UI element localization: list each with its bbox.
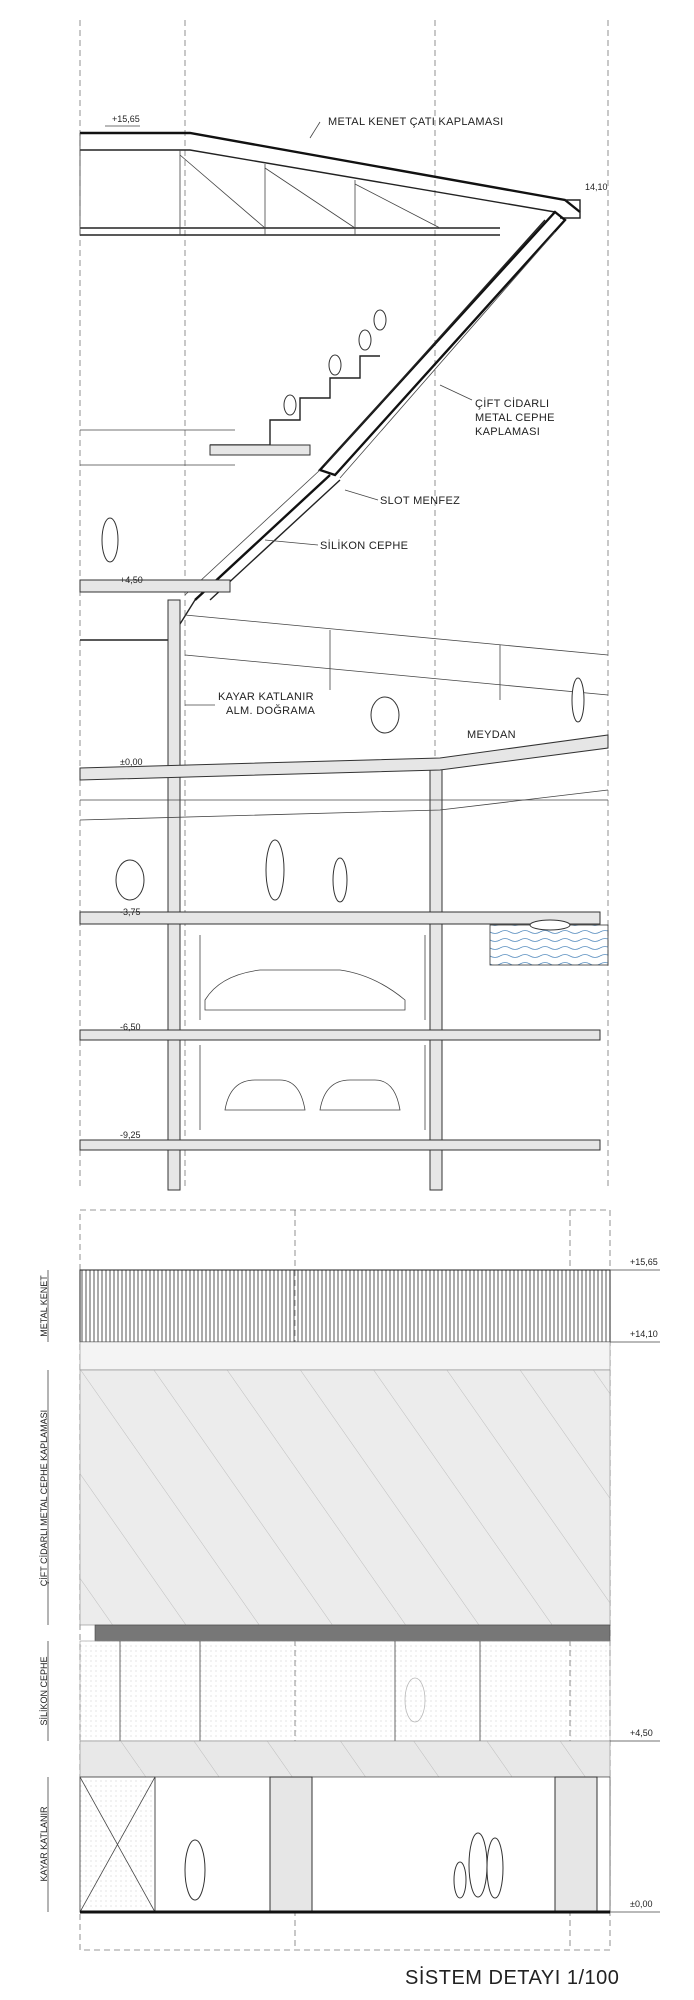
section-callouts (185, 116, 555, 741)
callout-square: MEYDAN (467, 729, 516, 741)
drawing-title: SİSTEM DETAYI 1/100 (405, 1967, 620, 1989)
callout-slot-vent: SLOT MENFEZ (380, 495, 461, 507)
level-ground: ±0,00 (120, 757, 143, 767)
metal-kenet-band (80, 1270, 610, 1342)
level-roof-top: +15,65 (112, 114, 140, 124)
elev-level-top: +15,65 (630, 1257, 658, 1267)
callout-sliding-line1: KAYAR KATLANIR (218, 691, 314, 703)
elevation-drawing (39, 1210, 660, 1950)
callout-silicone-facade: SİLİKON CEPHE (320, 540, 409, 552)
level-basement-1: -3,75 (120, 907, 141, 917)
elevation-side-labels (39, 1270, 49, 1912)
roof-truss (80, 133, 580, 235)
basement-2 (80, 1030, 600, 1130)
side-label-sliding: KAYAR KATLANIR (39, 1806, 49, 1882)
callout-facade-line3: KAPLAMASI (475, 426, 541, 438)
level-first-floor: +4,50 (120, 575, 143, 585)
elev-level-first: +4,50 (630, 1728, 653, 1738)
section-drawing (80, 20, 608, 1190)
ground-floor-doors (80, 1777, 610, 1912)
callout-roof-cladding: METAL KENET ÇATI KAPLAMASI (328, 116, 504, 128)
silicone-facade (80, 1641, 610, 1741)
elevation-level-markers (610, 1257, 660, 1912)
callout-sliding-line2: ALM. DOĞRAMA (226, 705, 316, 717)
tiered-seating (210, 310, 386, 455)
ground-slab (80, 735, 608, 820)
level-basement-2: -6,50 (120, 1022, 141, 1032)
side-label-silicone: SİLİKON CEPHE (39, 1656, 49, 1726)
level-basement-3: -9,25 (120, 1130, 141, 1140)
callout-facade-line2: METAL CEPHE (475, 412, 555, 424)
level-roof-edge: 14,10 (585, 182, 608, 192)
side-label-metal: METAL KENET (39, 1275, 49, 1337)
callout-facade-line1: ÇİFT CİDARLI (475, 398, 550, 410)
elev-level-ground: ±0,00 (630, 1899, 653, 1909)
elev-level-edge: +14,10 (630, 1329, 658, 1339)
first-floor-slab (80, 430, 235, 640)
side-label-facade: ÇİFT CİDARLI METAL CEPHE KAPLAMASI (39, 1409, 49, 1587)
basement-3-slab (80, 1140, 600, 1150)
basement-1 (80, 840, 608, 1020)
